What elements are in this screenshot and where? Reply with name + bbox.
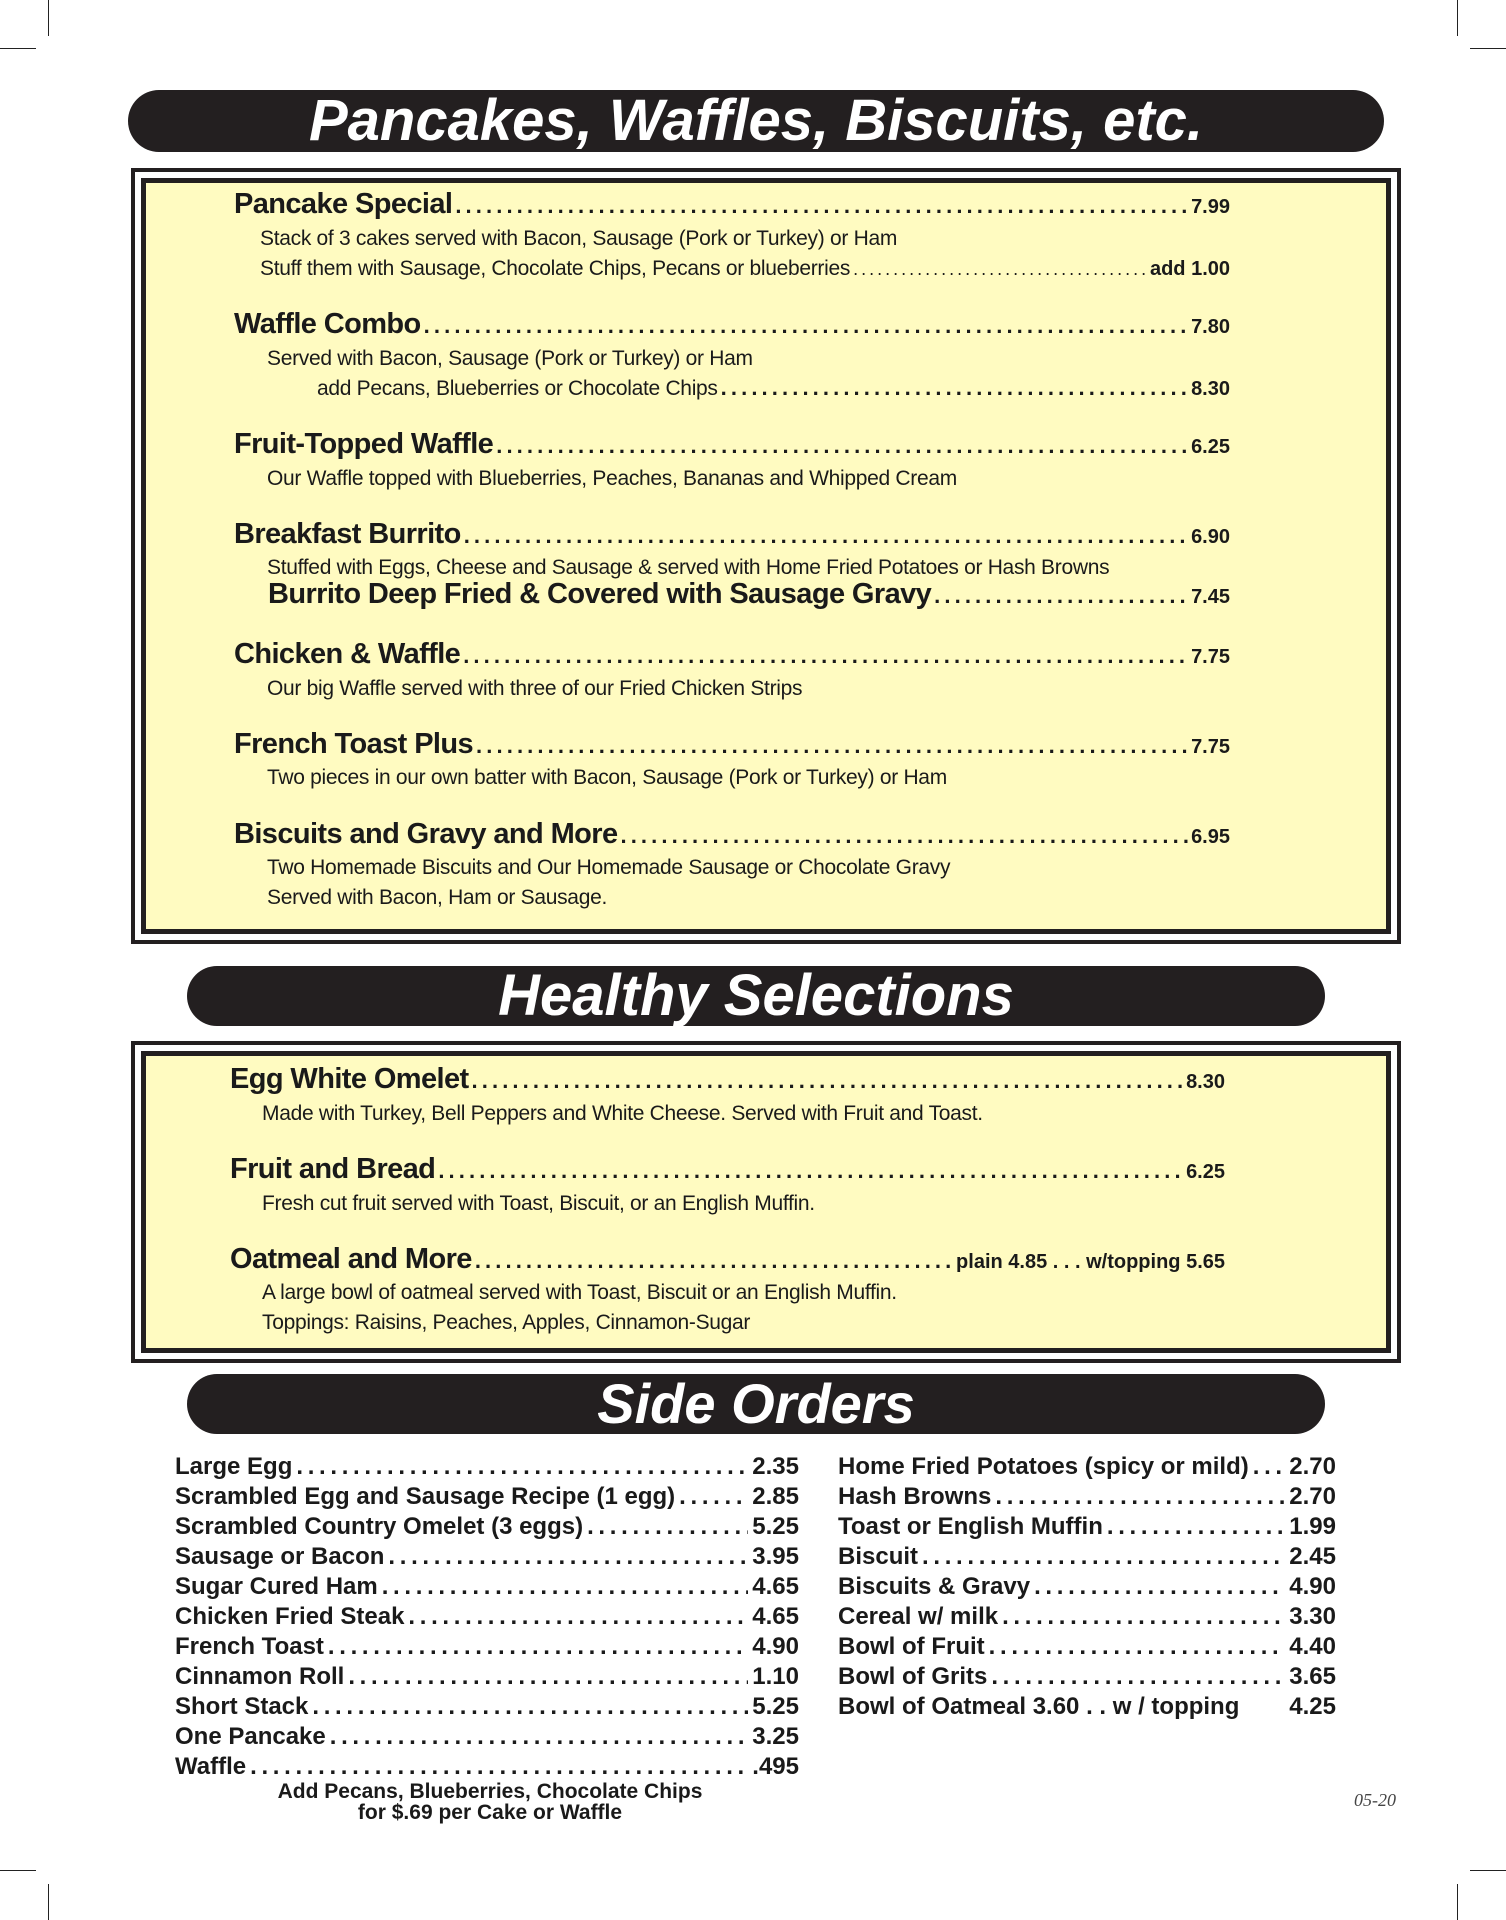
dot-leader <box>991 1662 1285 1692</box>
side-name: Large Egg <box>175 1453 293 1480</box>
side-name: Sausage or Bacon <box>175 1543 385 1570</box>
dot-leader <box>472 1068 1184 1094</box>
crop-mark <box>1457 1884 1458 1920</box>
dot-leader <box>250 1752 748 1782</box>
side-item <box>838 1692 1336 1722</box>
side-price: 1.99 <box>1289 1513 1336 1540</box>
side-name: Bowl of Fruit <box>838 1633 985 1660</box>
addon-price: 7.45 <box>1191 586 1230 608</box>
item-row <box>234 638 1230 671</box>
print-code: 05-20 <box>1354 1790 1396 1810</box>
dot-leader <box>934 583 1188 609</box>
side-item <box>838 1452 1336 1482</box>
item-row <box>234 428 1230 461</box>
note-line: Add Pecans, Blueberries, Chocolate Chips <box>277 1780 703 1803</box>
side-price: 5.25 <box>752 1513 799 1540</box>
item-addon <box>268 578 1230 611</box>
dot-leader <box>464 523 1188 549</box>
dot-leader <box>1034 1572 1285 1602</box>
dot-leader <box>455 193 1188 219</box>
item-price: 7.75 <box>1191 736 1230 758</box>
addon-row <box>268 578 1230 611</box>
side-name: Scrambled Egg and Sausage Recipe (1 egg) <box>175 1483 676 1510</box>
addon-price: 8.30 <box>1191 378 1230 400</box>
item-row <box>234 518 1230 551</box>
item-row <box>234 818 1230 851</box>
item-row <box>230 1153 1225 1186</box>
side-item <box>175 1542 799 1572</box>
side-item <box>175 1722 799 1752</box>
side-price: 3.25 <box>752 1723 799 1750</box>
dot-leader <box>679 1482 748 1512</box>
crop-mark <box>1470 48 1506 49</box>
dot-leader <box>388 1542 748 1572</box>
side-price: 3.30 <box>1289 1603 1336 1630</box>
addon-text: Burrito Deep Fried & Covered with Sausage Gravy <box>268 578 932 610</box>
item-name: Breakfast Burrito <box>234 518 461 550</box>
menu-item <box>230 1063 1225 1096</box>
dot-leader <box>438 1158 1183 1184</box>
side-price: 4.90 <box>752 1633 799 1660</box>
crop-mark <box>1470 1870 1506 1871</box>
side-item <box>838 1482 1336 1512</box>
dot-leader <box>1253 1452 1286 1482</box>
item-description: Served with Bacon, Ham or Sausage. <box>267 886 607 909</box>
side-price: 2.45 <box>1289 1543 1336 1570</box>
item-description: Two Homemade Biscuits and Our Homemade Sausage or Chocolate Gravy <box>267 856 951 879</box>
addon-row <box>317 374 1230 404</box>
side-item <box>838 1512 1336 1542</box>
item-description: Two pieces in our own batter with Bacon, Sausage (Pork or Turkey) or Ham <box>267 766 947 789</box>
dot-leader <box>995 1482 1285 1512</box>
dot-leader <box>382 1572 749 1602</box>
item-description: Fresh cut fruit served with Toast, Biscuit, or an English Muffin. <box>262 1192 815 1215</box>
side-item <box>175 1482 799 1512</box>
side-price: 4.65 <box>752 1603 799 1630</box>
item-price: 6.25 <box>1191 436 1230 458</box>
item-row <box>230 1243 1225 1276</box>
dot-leader <box>475 1248 953 1274</box>
side-price: 2.70 <box>1289 1483 1336 1510</box>
item-description: Made with Turkey, Bell Peppers and White Cheese. Served with Fruit and Toast. <box>262 1102 983 1125</box>
item-description: Served with Bacon, Sausage (Pork or Turkey) or Ham <box>267 347 753 370</box>
menu-item <box>230 1243 1225 1276</box>
addon-row <box>260 254 1230 284</box>
side-item <box>175 1452 799 1482</box>
note-line: for $.69 per Cake or Waffle <box>357 1801 623 1824</box>
menu-item <box>230 1153 1225 1186</box>
side-name: Hash Browns <box>838 1483 992 1510</box>
item-addon <box>260 254 1230 284</box>
sides-left-column <box>175 1452 799 1782</box>
item-price: 7.99 <box>1191 196 1230 218</box>
menu-item <box>234 518 1230 551</box>
crop-mark <box>48 1884 49 1920</box>
dot-leader <box>1002 1602 1285 1632</box>
sides-right-column <box>838 1452 1336 1722</box>
side-item <box>175 1602 799 1632</box>
dot-leader <box>408 1602 748 1632</box>
crop-mark <box>1457 0 1458 36</box>
section-title-text: Pancakes, Waffles, Biscuits, etc. <box>308 88 1204 153</box>
item-price: 7.75 <box>1191 646 1230 668</box>
side-price: 4.65 <box>752 1573 799 1600</box>
side-name: Biscuits & Gravy <box>838 1573 1031 1600</box>
side-item <box>175 1662 799 1692</box>
dot-leader <box>620 823 1188 849</box>
side-item <box>175 1512 799 1542</box>
addon-text: Stuff them with Sausage, Chocolate Chips, Pecans or blueberries <box>260 257 851 280</box>
crop-mark <box>48 0 49 36</box>
side-price: 4.90 <box>1289 1573 1336 1600</box>
item-name: French Toast Plus <box>234 728 474 760</box>
crop-mark <box>0 48 36 49</box>
side-name: Scrambled Country Omelet (3 eggs) <box>175 1513 584 1540</box>
item-name: Fruit and Bread <box>230 1153 436 1185</box>
item-price: 8.30 <box>1186 1071 1225 1093</box>
dot-leader <box>424 313 1188 339</box>
menu-item <box>234 308 1230 341</box>
menu-item <box>234 428 1230 461</box>
menu-item <box>234 818 1230 851</box>
side-item <box>838 1572 1336 1602</box>
side-item <box>175 1632 799 1662</box>
dot-leader <box>1107 1512 1285 1542</box>
add-on-note <box>200 1781 780 1823</box>
dot-leader <box>587 1512 748 1542</box>
section-title-pancakes <box>128 90 1384 152</box>
side-item <box>838 1662 1336 1692</box>
side-price: 2.35 <box>752 1453 799 1480</box>
item-price: 6.95 <box>1191 826 1230 848</box>
item-name: Biscuits and Gravy and More <box>234 818 618 850</box>
dot-leader <box>476 733 1188 759</box>
menu-item <box>234 638 1230 671</box>
dot-leader <box>721 375 1188 401</box>
item-addon <box>317 374 1230 404</box>
item-name: Pancake Special <box>234 188 453 220</box>
side-item <box>175 1572 799 1602</box>
item-row <box>234 188 1230 221</box>
item-row <box>230 1063 1225 1096</box>
item-description: Our Waffle topped with Blueberries, Peaches, Bananas and Whipped Cream <box>267 467 957 490</box>
item-price: plain 4.85 . . . w/topping 5.65 <box>956 1251 1225 1273</box>
item-description: Toppings: Raisins, Peaches, Apples, Cinnamon-Sugar <box>262 1311 751 1334</box>
item-name: Chicken & Waffle <box>234 638 461 670</box>
side-price: .495 <box>752 1753 799 1780</box>
side-name: Cinnamon Roll <box>175 1663 345 1690</box>
side-price: 2.85 <box>752 1483 799 1510</box>
side-price: 3.95 <box>752 1543 799 1570</box>
menu-item <box>234 188 1230 221</box>
item-name: Fruit-Topped Waffle <box>234 428 494 460</box>
item-description: A large bowl of oatmeal served with Toast, Biscuit or an English Muffin. <box>262 1281 897 1304</box>
item-price: 7.80 <box>1191 316 1230 338</box>
item-description: Stack of 3 cakes served with Bacon, Sausage (Pork or Turkey) or Ham <box>260 227 898 250</box>
addon-text: add Pecans, Blueberries or Chocolate Chips <box>317 377 718 400</box>
side-item <box>838 1602 1336 1632</box>
dot-leader <box>496 433 1188 459</box>
side-price: 5.25 <box>752 1693 799 1720</box>
item-name: Oatmeal and More <box>230 1243 472 1275</box>
side-name: Sugar Cured Ham <box>175 1573 378 1600</box>
side-item <box>838 1632 1336 1662</box>
addon-price: add 1.00 <box>1149 258 1230 280</box>
item-row <box>234 308 1230 341</box>
side-name: Short Stack <box>175 1693 309 1720</box>
section-title-text: Side Orders <box>597 1372 915 1435</box>
dot-leader <box>328 1632 748 1662</box>
dot-leader <box>989 1632 1286 1662</box>
side-item <box>175 1752 799 1782</box>
side-name: Biscuit <box>838 1543 919 1570</box>
dot-leader <box>922 1542 1285 1572</box>
dot-leader <box>296 1452 748 1482</box>
side-name: Bowl of Oatmeal 3.60 . . w / topping <box>838 1693 1240 1720</box>
item-row <box>234 728 1230 761</box>
section-title-sides <box>187 1374 1325 1434</box>
side-name: Bowl of Grits <box>838 1663 988 1690</box>
item-name: Waffle Combo <box>234 308 421 340</box>
dot-leader <box>330 1722 749 1752</box>
item-price: 6.25 <box>1186 1161 1225 1183</box>
section-title-text: Healthy Selections <box>498 963 1014 1028</box>
side-name: Cereal w/ milk <box>838 1603 999 1630</box>
item-description: Stuffed with Eggs, Cheese and Sausage & served with Home Fried Potatoes or Hash Browns <box>267 556 1110 579</box>
side-name: Waffle <box>175 1753 247 1780</box>
item-price: 6.90 <box>1191 526 1230 548</box>
side-name: One Pancake <box>175 1723 326 1750</box>
side-item <box>838 1542 1336 1572</box>
side-name: Chicken Fried Steak <box>175 1603 405 1630</box>
crop-mark <box>0 1870 36 1871</box>
dot-leader <box>853 259 1147 280</box>
side-name: French Toast <box>175 1633 324 1660</box>
dot-leader <box>348 1662 748 1692</box>
side-price: 1.10 <box>752 1663 799 1690</box>
section-title-healthy <box>187 963 1325 1028</box>
side-name: Home Fried Potatoes (spicy or mild) <box>838 1453 1249 1480</box>
side-name: Toast or English Muffin <box>838 1513 1103 1540</box>
item-name: Egg White Omelet <box>230 1063 469 1095</box>
item-description: Our big Waffle served with three of our Fried Chicken Strips <box>267 677 803 700</box>
side-price: 2.70 <box>1289 1453 1336 1480</box>
side-item <box>175 1692 799 1722</box>
dot-leader <box>312 1692 748 1722</box>
dot-leader <box>463 643 1188 669</box>
side-price: 4.25 <box>1289 1693 1336 1720</box>
side-price: 3.65 <box>1289 1663 1336 1690</box>
side-price: 4.40 <box>1289 1633 1336 1660</box>
menu-item <box>234 728 1230 761</box>
